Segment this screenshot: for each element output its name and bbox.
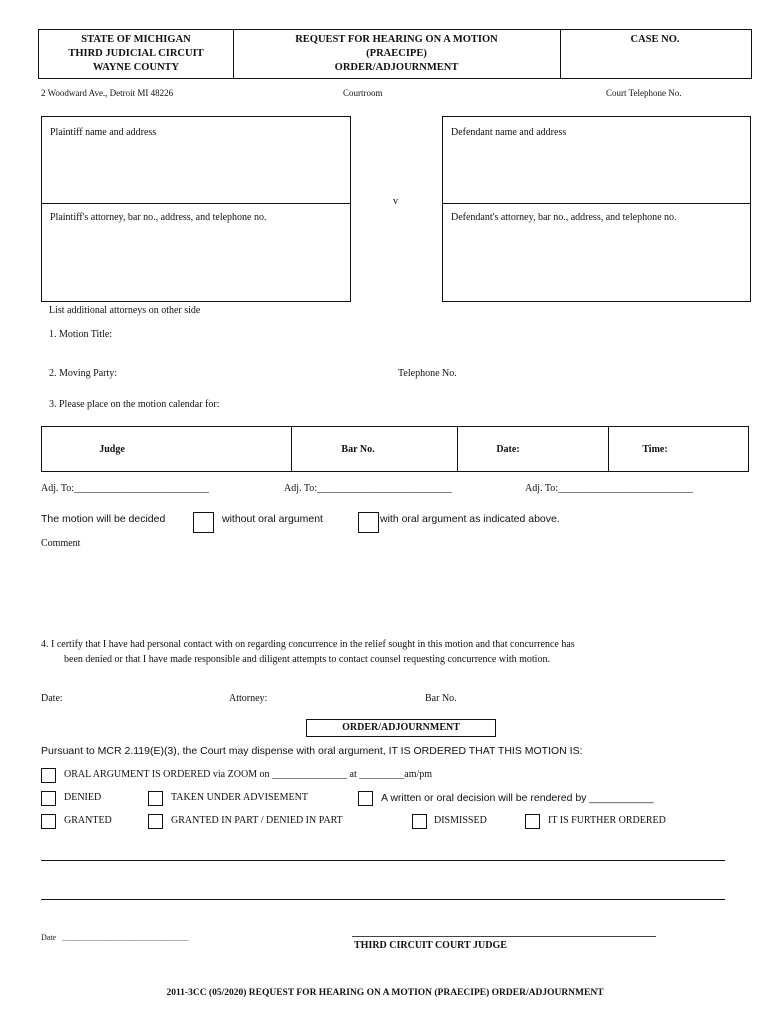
footer-date-line[interactable]: ____________________________________	[62, 933, 188, 942]
title-line-2: (PRAECIPE)	[366, 48, 427, 59]
decision-prefix: The motion will be decided	[41, 513, 166, 525]
calendar-table	[41, 426, 749, 472]
footer-date-label: Date	[41, 933, 57, 942]
judge-label: THIRD CIRCUIT COURT JUDGE	[354, 940, 507, 951]
taken-under-advisement-label: TAKEN UNDER ADVISEMENT	[171, 792, 308, 803]
date-header: Date:	[496, 443, 520, 455]
plaintiff-attorney-label: Plaintiff's attorney, bar no., address, and telephone no.	[50, 212, 267, 223]
order-heading: ORDER/ADJOURNMENT	[306, 719, 496, 737]
form-id-footer: 2011-3CC (05/2020) REQUEST FOR HEARING ON A MOTION (PRAECIPE) ORDER/ADJOURNMENT	[166, 988, 604, 998]
granted-in-part-checkbox[interactable]	[148, 814, 163, 829]
certification-line-2: been denied or that I have made responsible and diligent attempts to contact counsel requesting concurrence with motion.	[64, 654, 550, 665]
denied-checkbox[interactable]	[41, 791, 56, 806]
denied-label: DENIED	[64, 792, 102, 803]
court-address: 2 Woodward Ave., Detroit MI 48226	[41, 88, 174, 98]
granted-checkbox[interactable]	[41, 814, 56, 829]
bar-no-header: Bar No.	[341, 443, 375, 455]
oral-argument-label: ORAL ARGUMENT IS ORDERED via ZOOM on _______________ at _________am/pm	[64, 769, 433, 780]
granted-in-part-label: GRANTED IN PART / DENIED IN PART	[171, 815, 343, 826]
header-box	[38, 29, 752, 79]
judge-signature-line[interactable]	[352, 936, 656, 937]
pursuant-text: Pursuant to MCR 2.119(E)(3), the Court may dispense with oral argument, IT IS ORDERED THAT THIS MOTION IS:	[41, 745, 583, 757]
moving-party-label: 2. Moving Party:	[49, 368, 118, 379]
court-line-1: STATE OF MICHIGAN	[81, 34, 191, 45]
case-no-cell[interactable]	[560, 30, 750, 78]
defendant-divider	[443, 203, 750, 204]
time-header: Time:	[642, 443, 668, 455]
versus-text: v	[393, 196, 398, 207]
without-oral-checkbox[interactable]	[193, 512, 214, 533]
court-info	[39, 30, 233, 78]
certification-line-1: 4. I certify that I have had personal contact with on regarding concurrence in the relief sought in this motion and that concurrence has	[41, 639, 575, 650]
comment-label: Comment	[41, 538, 81, 549]
with-oral-checkbox[interactable]	[358, 512, 379, 533]
without-oral-label: without oral argument	[222, 513, 323, 525]
title-line-3: ORDER/ADJOURNMENT	[334, 62, 459, 73]
calendar-label: 3. Please place on the motion calendar for:	[49, 399, 220, 410]
further-ordered-label: IT IS FURTHER ORDERED	[548, 815, 666, 826]
taken-under-advisement-checkbox[interactable]	[148, 791, 163, 806]
additional-attorneys-note: List additional attorneys on other side	[49, 305, 201, 316]
title-line-1: REQUEST FOR HEARING ON A MOTION	[295, 34, 498, 45]
court-line-2: THIRD JUDICIAL CIRCUIT	[68, 48, 204, 59]
courtroom-label: Courtroom	[343, 88, 383, 98]
motion-title-label: 1. Motion Title:	[49, 329, 113, 340]
with-oral-label: with oral argument as indicated above.	[380, 513, 560, 525]
plaintiff-box	[41, 116, 351, 302]
sign-bar-no-label: Bar No.	[425, 693, 457, 704]
telephone-label: Telephone No.	[398, 368, 457, 379]
further-ordered-checkbox[interactable]	[525, 814, 540, 829]
case-no-label: CASE NO.	[630, 34, 680, 45]
form-title	[233, 30, 560, 78]
defendant-box	[442, 116, 751, 302]
adj-to-2[interactable]: Adj. To:___________________________	[284, 483, 453, 494]
plaintiff-divider	[42, 203, 350, 204]
adj-to-1[interactable]: Adj. To:___________________________	[41, 483, 210, 494]
court-line-3: WAYNE COUNTY	[92, 62, 180, 73]
dismissed-label: DISMISSED	[434, 815, 487, 826]
sign-attorney-label: Attorney:	[229, 693, 268, 704]
defendant-attorney-label: Defendant's attorney, bar no., address, and telephone no.	[451, 212, 677, 223]
plaintiff-label: Plaintiff name and address	[50, 127, 157, 138]
sign-date-label: Date:	[41, 693, 63, 704]
court-phone-label: Court Telephone No.	[606, 88, 682, 98]
oral-argument-checkbox[interactable]	[41, 768, 56, 783]
defendant-label: Defendant name and address	[451, 127, 567, 138]
order-line-1[interactable]	[41, 860, 725, 861]
judge-header: Judge	[99, 443, 125, 455]
granted-label: GRANTED	[64, 815, 112, 826]
order-line-2[interactable]	[41, 899, 725, 900]
dismissed-checkbox[interactable]	[412, 814, 427, 829]
written-oral-decision-checkbox[interactable]	[358, 791, 373, 806]
written-oral-decision-label: A written or oral decision will be rendered by ___________	[381, 792, 654, 804]
adj-to-3[interactable]: Adj. To:___________________________	[525, 483, 694, 494]
